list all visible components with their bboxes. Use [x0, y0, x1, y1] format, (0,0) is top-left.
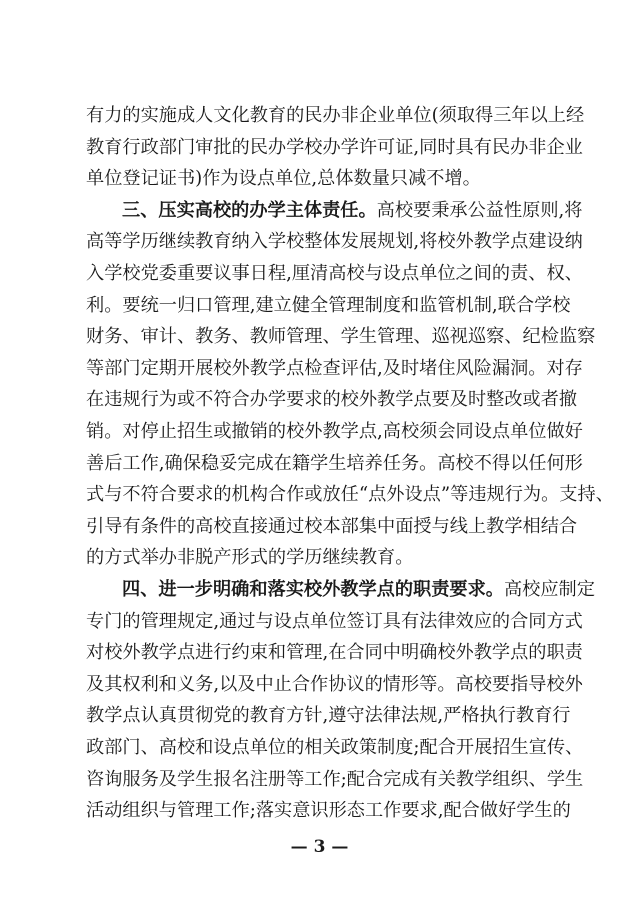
section-3-first-line: 三、压实高校的办学主体责任。高校要秉承公益性原则,将 — [122, 199, 583, 221]
body-line-6: 入学校党委重要议事日程,厘清高校与设点单位之间的责、权、 — [86, 263, 583, 284]
body-line-10: 在违规行为或不符合办学要求的校外教学点要及时整改或者撤 — [86, 389, 578, 411]
body-line-9: 等部门定期开展校外教学点检查评估,及时堵住风险漏洞。对存 — [86, 357, 583, 379]
body-line-2: 教育行政部门审批的民办学校办学许可证,同时具有民办非企业 — [86, 136, 583, 158]
section-4-first-line: 四、进一步明确和落实校外教学点的职责要求。高校应制定 — [122, 579, 595, 600]
body-line-1: 有力的实施成人文化教育的民办非企业单位(须取得三年以上经 — [86, 105, 585, 126]
body-line-11: 销。对停止招生或撤销的校外教学点,高校须会同设点单位做好 — [86, 421, 583, 442]
body-line-17: 专门的管理规定,通过与设点单位签订具有法律效应的合同方式 — [86, 610, 583, 632]
body-line-20: 教学点认真贯彻党的教育方针,遵守法律法规,严格执行教育行 — [86, 705, 571, 727]
body-line-3: 单位登记证书)作为设点单位,总体数量只减不增。 — [86, 168, 481, 190]
body-line-12: 善后工作,确保稳妥完成在籍学生培养任务。高校不得以任何形 — [86, 452, 583, 474]
body-line-5: 高等学历继续教育纳入学校整体发展规划,将校外教学点建设纳 — [86, 231, 583, 253]
body-line-18: 对校外教学点进行约束和管理,在合同中明确校外教学点的职责 — [86, 642, 583, 664]
body-line-23: 活动组织与管理工作;落实意识形态工作要求,配合做好学生的 — [86, 800, 571, 822]
body-line-14: 引导有条件的高校直接通过校本部集中面授与线上教学相结合 — [86, 515, 578, 537]
page-number: — 3 — — [290, 836, 349, 857]
body-line-21: 政部门、高校和设点单位的相关政策制度;配合开展招生宣传、 — [86, 737, 584, 758]
body-line-7: 利。要统一归口管理,建立健全管理制度和监管机制,联合学校 — [86, 294, 571, 316]
body-line-19: 及其权利和义务,以及中止合作协议的情形等。高校要指导校外 — [86, 673, 583, 695]
body-line-8: 财务、审计、教务、教师管理、学生管理、巡视巡察、纪检监察 — [86, 326, 596, 348]
body-line-13: 式与不符合要求的机构合作或放任“点外设点”等违规行为。支持、 — [86, 484, 614, 506]
body-line-15: 的方式举办非脱产形式的学历继续教育。 — [86, 547, 414, 569]
section-4-heading: 四、进一步明确和落实校外教学点的职责要求。 — [122, 579, 504, 600]
section-3-heading: 三、压实高校的办学主体责任。 — [122, 199, 377, 221]
body-line-22: 咨询服务及学生报名注册等工作;配合完成有关教学组织、学生 — [86, 768, 584, 790]
